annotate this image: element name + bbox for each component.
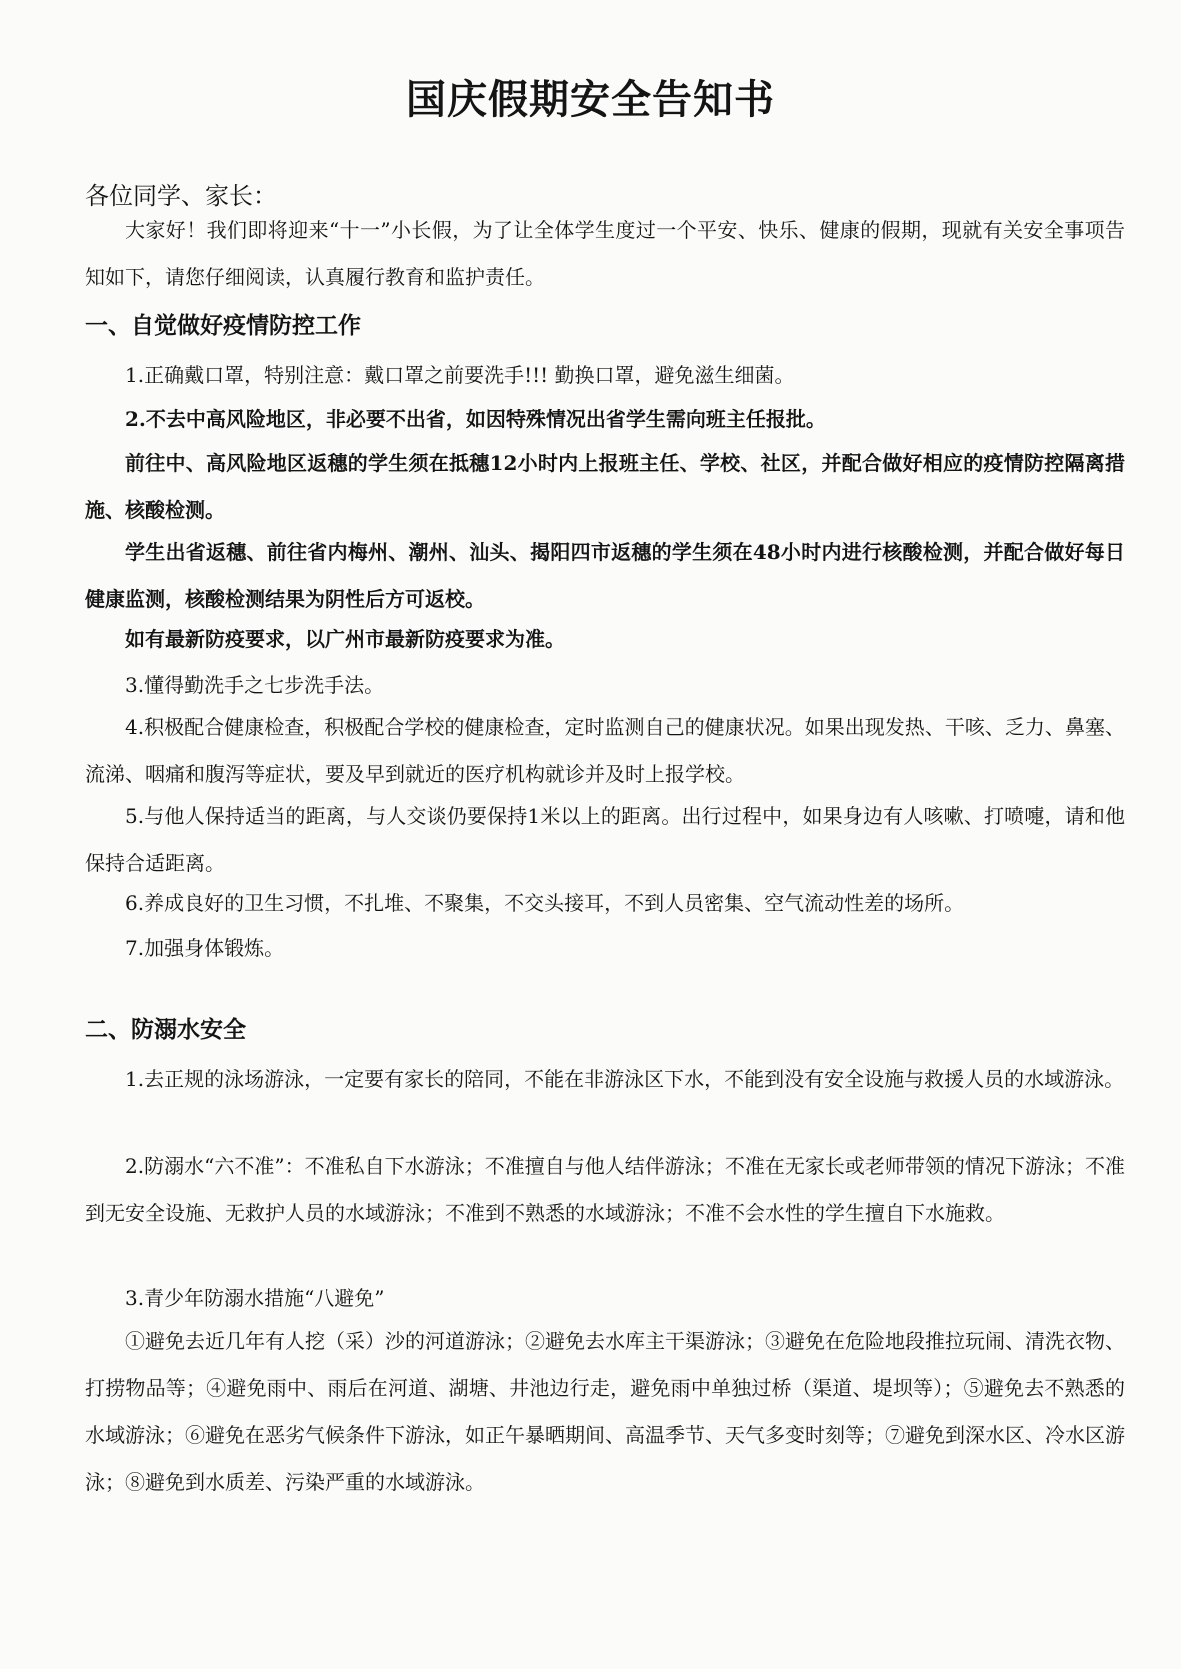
section1-item-2-detail-b: 学生出省返穗、前往省内梅州、潮州、汕头、揭阳四市返穗的学生须在48小时内进行核酸检测，并配合做好每日健康监测，核酸检测结果为阴性后方可返校。 <box>85 540 1125 611</box>
section1-item-2-detail-c: 如有最新防疫要求，以广州市最新防疫要求为准。 <box>125 627 565 651</box>
section1-item-2-detail-a: 前往中、高风险地区返穗的学生须在抵穗12小时内上报班主任、学校、社区，并配合做好相应的疫情防控隔离措施、核酸检测。 <box>85 451 1125 522</box>
document-title: 国庆假期安全告知书 <box>406 77 775 123</box>
section2-item-3: 3.青少年防溺水措施“八避免” <box>125 1286 385 1310</box>
section1-item-2: 2.不去中高风险地区，非必要不出省，如因特殊情况出省学生需向班主任报批。 <box>125 407 826 431</box>
section1-item-1: 1.正确戴口罩，特别注意：戴口罩之前要洗手!!! 勤换口罩，避免滋生细菌。 <box>125 363 795 387</box>
section2-heading: 二、防溺水安全 <box>85 1017 246 1043</box>
intro-paragraph: 大家好！我们即将迎来“十一”小长假，为了让全体学生度过一个平安、快乐、健康的假期，现就有关安全事项告知如下，请您仔细阅读，认真履行教育和监护责任。 <box>85 218 1125 289</box>
section2-item-3-detail: ①避免去近几年有人挖（采）沙的河道游泳；②避免去水库主干渠游泳；③避免在危险地段推拉玩闹、清洗衣物、打捞物品等；④避免雨中、雨后在河道、湖塘、井池边行走，避免雨中单独过桥（渠道、堤坝等）；⑤避免去不熟悉的水域游泳；⑥避免在恶劣气候条件下游泳，如正午暴晒期间、高温季节、天气多变时刻等；⑦避免到深水区、冷水区游泳；⑧避免到水质差、污染严重的水域游泳。 <box>85 1329 1125 1494</box>
section1-item-3: 3.懂得勤洗手之七步洗手法。 <box>125 673 385 697</box>
section1-item-7: 7.加强身体锻炼。 <box>125 936 285 960</box>
section2-item-2: 2.防溺水“六不准”：不准私自下水游泳；不准擅自与他人结伴游泳；不准在无家长或老师带领的情况下游泳；不准到无安全设施、无救护人员的水域游泳；不准到不熟悉的水域游泳；不准不会水性的学生擅自下水施救。 <box>85 1154 1125 1225</box>
section1-item-5: 5.与他人保持适当的距离，与人交谈仍要保持1米以上的距离。出行过程中，如果身边有人咳嗽、打喷嚏，请和他保持合适距离。 <box>85 804 1125 875</box>
salutation: 各位同学、家长： <box>85 182 277 210</box>
section1-heading: 一、自觉做好疫情防控工作 <box>85 313 361 339</box>
section2-item-1: 1.去正规的泳场游泳，一定要有家长的陪同，不能在非游泳区下水，不能到没有安全设施与救援人员的水域游泳。 <box>125 1067 1125 1091</box>
section1-item-6: 6.养成良好的卫生习惯，不扎堆、不聚集，不交头接耳，不到人员密集、空气流动性差的场所。 <box>125 891 965 915</box>
section1-item-4: 4.积极配合健康检查，积极配合学校的健康检查，定时监测自己的健康状况。如果出现发热、干咳、乏力、鼻塞、流涕、咽痛和腹泻等症状，要及早到就近的医疗机构就诊并及时上报学校。 <box>85 715 1125 786</box>
